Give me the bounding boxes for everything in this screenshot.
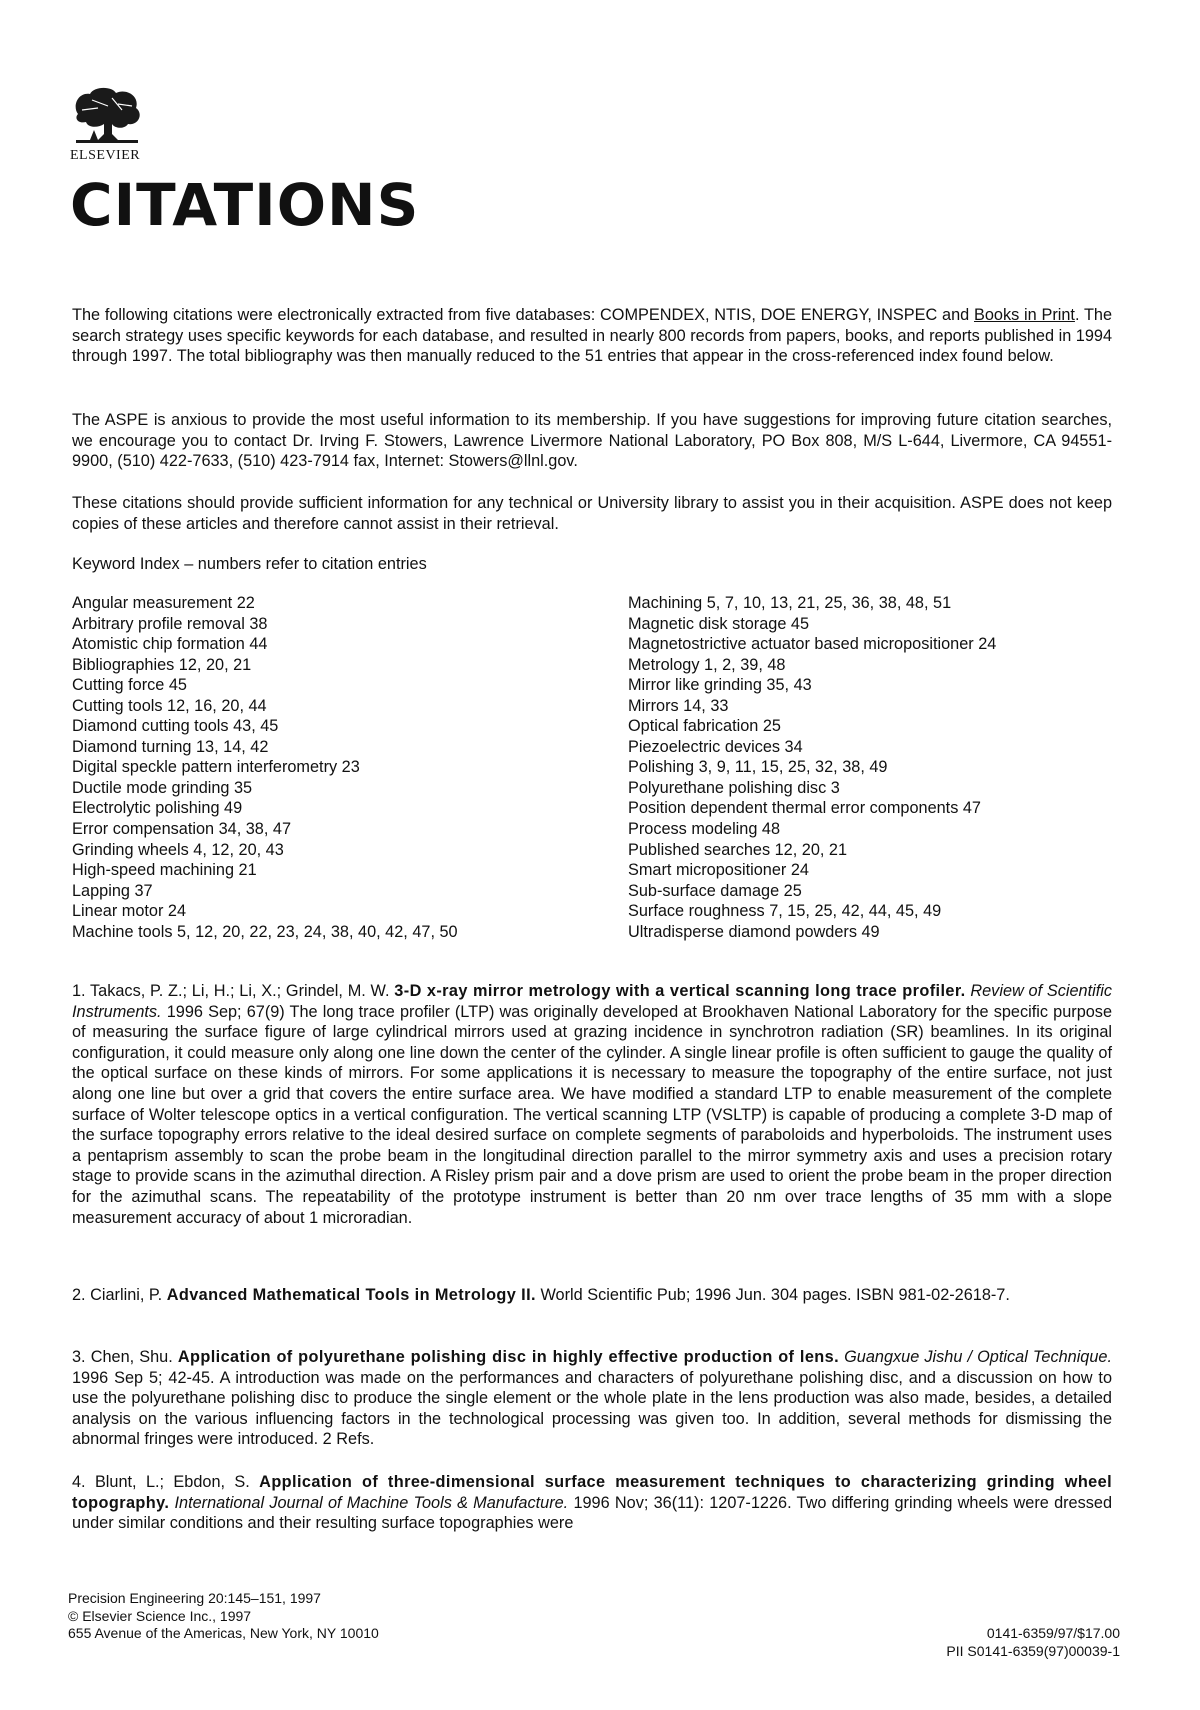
- citation-source: Guangxue Jishu / Optical Technique.: [839, 1348, 1112, 1366]
- publisher-logo: [68, 84, 178, 164]
- index-entry: Diamond turning 13, 14, 42: [72, 737, 269, 756]
- index-entry: Magnetic disk storage 45: [628, 614, 810, 633]
- keyword-index-right-column: [628, 593, 996, 942]
- index-entry: Lapping 37: [72, 881, 153, 900]
- books-in-print-link: Books in Print: [973, 306, 1075, 324]
- intro-text: The following citations were electronically extracted from five databases: COMPENDEX, NTIS, DOE ENERGY, INSPEC and: [72, 306, 974, 324]
- index-entry: Digital speckle pattern interferometry 23: [72, 758, 360, 777]
- footer-journal-line: Precision Engineering 20:145–151, 1997: [68, 1590, 321, 1606]
- footer-copyright-line: © Elsevier Science Inc., 1997: [68, 1607, 252, 1624]
- index-entry: Surface roughness 7, 15, 25, 42, 44, 45, 49: [628, 902, 942, 921]
- index-entry: Grinding wheels 4, 12, 20, 43: [72, 840, 284, 859]
- citation-title: Application of three-dimensional surface measurement techniques to characterizing grinding wheel topography.: [72, 1473, 1113, 1512]
- index-entry: Piezoelectric devices 34: [628, 737, 803, 756]
- index-entry: Bibliographies 12, 20, 21: [72, 655, 252, 674]
- index-entry: Cutting tools 12, 16, 20, 44: [72, 696, 267, 715]
- index-entry: Polyurethane polishing disc 3: [628, 778, 840, 797]
- index-entry: Mirror like grinding 35, 43: [628, 676, 812, 695]
- index-entry: Optical fabrication 25: [628, 717, 781, 736]
- index-entry: Atomistic chip formation 44: [72, 635, 268, 654]
- index-entry: Sub-surface damage 25: [628, 881, 802, 900]
- index-entry: Ductile mode grinding 35: [72, 778, 253, 797]
- index-entry: Mirrors 14, 33: [628, 696, 729, 715]
- identifier-footer: [946, 1625, 1120, 1660]
- citation-abstract: World Scientific Pub; 1996 Jun. 304 pages. ISBN 981-02-2618-7.: [535, 1286, 1010, 1304]
- footer-address-line: 655 Avenue of the Americas, New York, NY 10010: [68, 1625, 379, 1641]
- citation-authors: 1. Takacs, P. Z.; Li, H.; Li, X.; Grindel, M. W.: [72, 982, 395, 1000]
- index-entry: Metrology 1, 2, 39, 48: [628, 655, 786, 674]
- citation-source: Review of Scientific Instruments.: [72, 982, 1112, 1021]
- citation-title: Advanced Mathematical Tools in Metrology II.: [166, 1286, 536, 1304]
- keyword-index-heading: Keyword Index – numbers refer to citation entries: [72, 555, 427, 573]
- page-title: CITATIONS: [70, 171, 420, 239]
- keyword-index-left-column: [72, 593, 458, 942]
- footer-issn: 0141-6359/97/$17.00: [986, 1625, 1120, 1641]
- index-entry: Angular measurement 22: [72, 594, 255, 612]
- citation-authors: 4. Blunt, L.; Ebdon, S.: [72, 1473, 260, 1491]
- index-entry: High-speed machining 21: [72, 861, 257, 880]
- index-entry: Ultradisperse diamond powders 49: [628, 922, 880, 941]
- citation-title: 3-D x-ray mirror metrology with a vertical scanning long trace profiler.: [394, 982, 966, 1000]
- footer-pii: PII S0141-6359(97)00039-1: [946, 1642, 1120, 1659]
- index-entry: Polishing 3, 9, 11, 15, 25, 32, 38, 49: [628, 758, 888, 777]
- index-entry: Machine tools 5, 12, 20, 22, 23, 24, 38, 40, 42, 47, 50: [72, 922, 458, 941]
- index-entry: Electrolytic polishing 49: [72, 799, 243, 818]
- citation-entry: [72, 1285, 1112, 1306]
- index-entry: Diamond cutting tools 43, 45: [72, 717, 279, 736]
- index-entry: Process modeling 48: [628, 820, 781, 839]
- citation-title: Application of polyurethane polishing disc in highly effective production of lens.: [177, 1348, 839, 1366]
- index-entry: Position dependent thermal error components 47: [628, 799, 981, 818]
- index-entry: Arbitrary profile removal 38: [72, 614, 268, 633]
- citation-source: International Journal of Machine Tools & Manufacture.: [169, 1493, 569, 1512]
- index-entry: Magnetostrictive actuator based micropositioner 24: [628, 635, 997, 654]
- citation-entry: [72, 1472, 1112, 1534]
- citation-abstract: 1996 Sep; 67(9) The long trace profiler (LTP) was originally developed at Brookhaven National Laboratory for the specific purpose of measuring the surface figure of large cylindrical mirrors used at grazing incidence in synchrotron radiation (SR) beamlines. In its original configuration, it could measure only along one line down the center of the cylinder. A single linear profile is often sufficient to gauge the quality of the optical surface on these kinds of mirrors. For some applications it is necessary to measure the topography of the entire surface, not just along one line but over a grid that covers the entire surface area. We have modified a standard LTP to enable measurement of the complete surface of Wolter telescope optics in a vertical configuration. The vertical scanning LTP (VSLTP) is capable of producing a complete 3-D map of the surface topography errors relative to the ideal desired surface on complete segments of paraboloids and hyperboloids. The instrument uses a pentaprism assembly to scan the probe beam in the longitudinal direction parallel to the mirror symmetry axis and uses a precision rotary stage to provide scans in the azimuthal direction. A Risley prism pair and a dove prism are used to orient the probe beam in the proper direction for the azimuthal scans. The repeatability of the prototype instrument is better than 20 nm over trace lengths of 35 mm with a slope measurement accuracy of about 1 microradian.: [72, 1002, 1112, 1227]
- index-entry: Cutting force 45: [72, 676, 187, 695]
- citation-authors: 3. Chen, Shu.: [72, 1348, 178, 1366]
- citation-authors: 2. Ciarlini, P.: [72, 1286, 167, 1304]
- journal-footer: [68, 1590, 379, 1643]
- index-entry: Machining 5, 7, 10, 13, 21, 25, 36, 38, 48, 51: [628, 594, 952, 612]
- citation-entry: [72, 1347, 1112, 1450]
- intro-paragraph-3: These citations should provide sufficient information for any technical or University library to assist you in their acquisition. ASPE does not keep copies of these articles and therefore cannot assist in their retrieval.: [72, 494, 1112, 533]
- logo-text: ELSEVIER: [70, 148, 141, 163]
- intro-paragraph-1: [72, 305, 1112, 367]
- citation-entry: [72, 981, 1112, 1228]
- intro-paragraph-2: The ASPE is anxious to provide the most useful information to its membership. If you have suggestions for improving future citation searches, we encourage you to contact Dr. Irving F. Stowers, Lawrence Livermore National Laboratory, PO Box 808, M/S L-644, Livermore, CA 94551-9900, (510) 422-7633, (510) 423-7914 fax, Internet: Stowers@llnl.gov.: [72, 411, 1112, 471]
- citation-abstract: 1996 Nov; 36(11): 1207-1226. Two differing grinding wheels were dressed under similar conditions and their resulting surface topographies were: [72, 1493, 1112, 1533]
- index-entry: Linear motor 24: [72, 902, 187, 921]
- elsevier-tree-logo-icon: [68, 84, 148, 146]
- citation-abstract: 1996 Sep 5; 42-45. A introduction was made on the performances and characters of polyurethane polishing disc, and a discussion on how to use the polyurethane polishing disc to produce the single element or the whole plate in the lens production was also made, besides, a detailed analysis on the various influencing factors in the technological processing was given too. In addition, several methods for dismissing the abnormal fringes were introduced. 2 Refs.: [72, 1368, 1112, 1449]
- index-entry: Published searches 12, 20, 21: [628, 840, 848, 859]
- intro-text: . The search strategy uses specific keywords for each database, and resulted in nearly 800 records from papers, books, and reports published in 1994 through 1997. The total bibliography was then manually reduced to the 51 entries that appear in the cross-referenced index found below.: [72, 306, 1112, 366]
- index-entry: Error compensation 34, 38, 47: [72, 820, 292, 839]
- index-entry: Smart micropositioner 24: [628, 861, 809, 880]
